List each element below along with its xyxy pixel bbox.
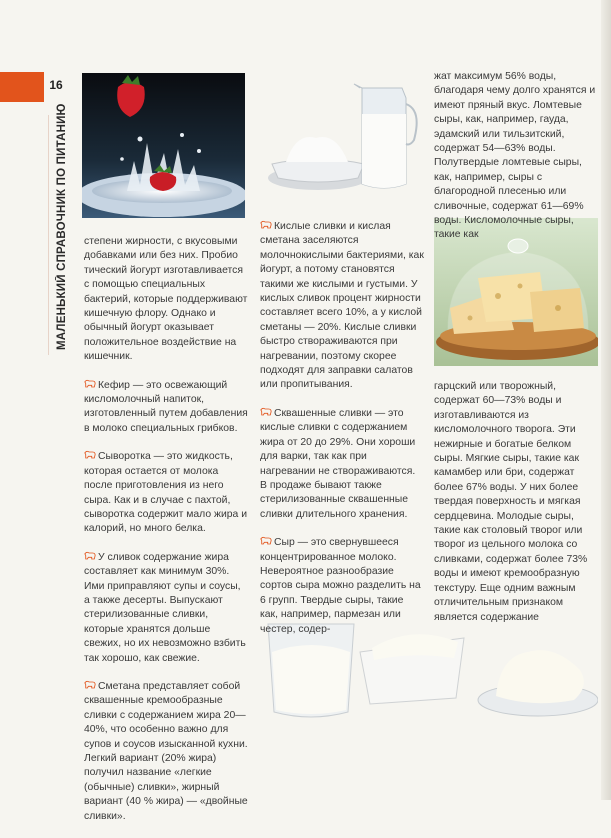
cow-icon xyxy=(84,379,96,389)
cow-icon xyxy=(260,407,272,417)
page-number: 16 xyxy=(49,78,63,92)
page-edge xyxy=(601,0,611,800)
right-column-bottom xyxy=(434,380,598,639)
cow-icon xyxy=(84,680,96,690)
cow-icon xyxy=(84,551,96,561)
smetana-paragraph: Сметана представляет собой сквашенные кремообразные сливки с содержанием жира 20—40%, что особенно важно для супов и соусов изысканной кухни. Легкий вариант (20% жира) получил название «легкие (обычные) сливки», жирный вариант (40 % жира) — «двойные сливки». xyxy=(84,680,248,822)
page-number-tab xyxy=(0,72,44,102)
middle-column xyxy=(260,220,424,651)
cow-icon xyxy=(260,220,272,230)
section-title: МАЛЕНЬКИЙ СПРАВОЧНИК ПО ПИТАНИЮ xyxy=(56,103,68,350)
yogurt-continuation: степени жирности, с вкусовыми добавками или без них. Пробио тический йогурт изготавливается с помощью специальных бактерий, которые поддерживают кишечную флору. Однако и обычный йогурт оказывает положительное воздействие на кишечник. xyxy=(84,236,248,363)
whey-paragraph: Сыворотка — это жидкость, которая остается от молока после приготовления из него сыра. Как и в случае с пахтой, сыворотка содержит мало жира и калорий, но много белка. xyxy=(84,451,248,535)
right-column-top xyxy=(434,70,598,257)
sour-cream-paragraph: Кислые сливки и кислая сметана заселяются молочнокислыми бактериями, как йогурт, а потому становятся такими же кислыми и густыми. У кислых сливок процент жирности составляет всего 10%, а у кислой сметаны — 20%. Кислые сливки быстро створаживаются при нагревании, поэтому скорее подходят для заправки салатов или пропитывания. xyxy=(260,221,424,391)
cheese-paragraph: Сыр — это свернувшееся концентрированное молоко. Невероятное разнообразие сортов сыра можно разделить на 6 групп. Твердые сыры, такие как, например, пармезан или честер, содер- xyxy=(260,537,421,635)
kefir-paragraph: Кефир — это освежающий кисломолочный напиток, изготовленный путем добавления в молоко специальных грибков. xyxy=(84,379,248,434)
cream-paragraph: У сливок содержание жира составляет как минимум 30%. Ими приправляют супы и соусы, а также десерты. Выпускают стерилизованные сливки, которые хранятся дольше свежих, но их невозможно взбить так хорошо, как свежие. xyxy=(84,551,246,664)
left-column xyxy=(84,235,249,838)
cow-icon xyxy=(260,536,272,546)
strawberry-milk-photo xyxy=(82,73,245,218)
section-rule xyxy=(48,115,49,355)
milk-jug-photo xyxy=(262,74,424,202)
soured-cream-paragraph: Сквашенные сливки — это кислые сливки с содержанием жира от 20 до 29%. Они хороши для варки, так как при нагревании не створаживаются. В продаже бывают также стерилизованные сквашенные сливки длительного хранения. xyxy=(260,407,416,520)
cheese-continuation: жат максимум 56% воды, благодаря чему долго хранятся и имеют пряный вкус. Ломтевые сыры, как, например, гауда, эдамский или тильзитский, содержат 54—63% воды. Полутвердые ломтевые сыры, как, например, сыры с благородной плесенью или сливочные, содержат 61—69% воды. Кисломолочные сыры, такие как xyxy=(434,71,596,241)
cow-icon xyxy=(84,450,96,460)
cheese-types-paragraph: гарцский или творожный, содержат 60—73% воды и изготавливаются из кисломолочного творога. Эти нежирные и богатые белком сыры. Мягкие сыры, такие как камамбер или бри, содержат более 67% воды. У них более твердая поверхность и мягкая сердцевина. Молодые сыры, такие как столовый творог или творог из цельного молока со сливками, содержат более 73% воды и имеют кремообразную текстуру. Еще одним важным отличительным признаком является содержание xyxy=(434,381,588,623)
